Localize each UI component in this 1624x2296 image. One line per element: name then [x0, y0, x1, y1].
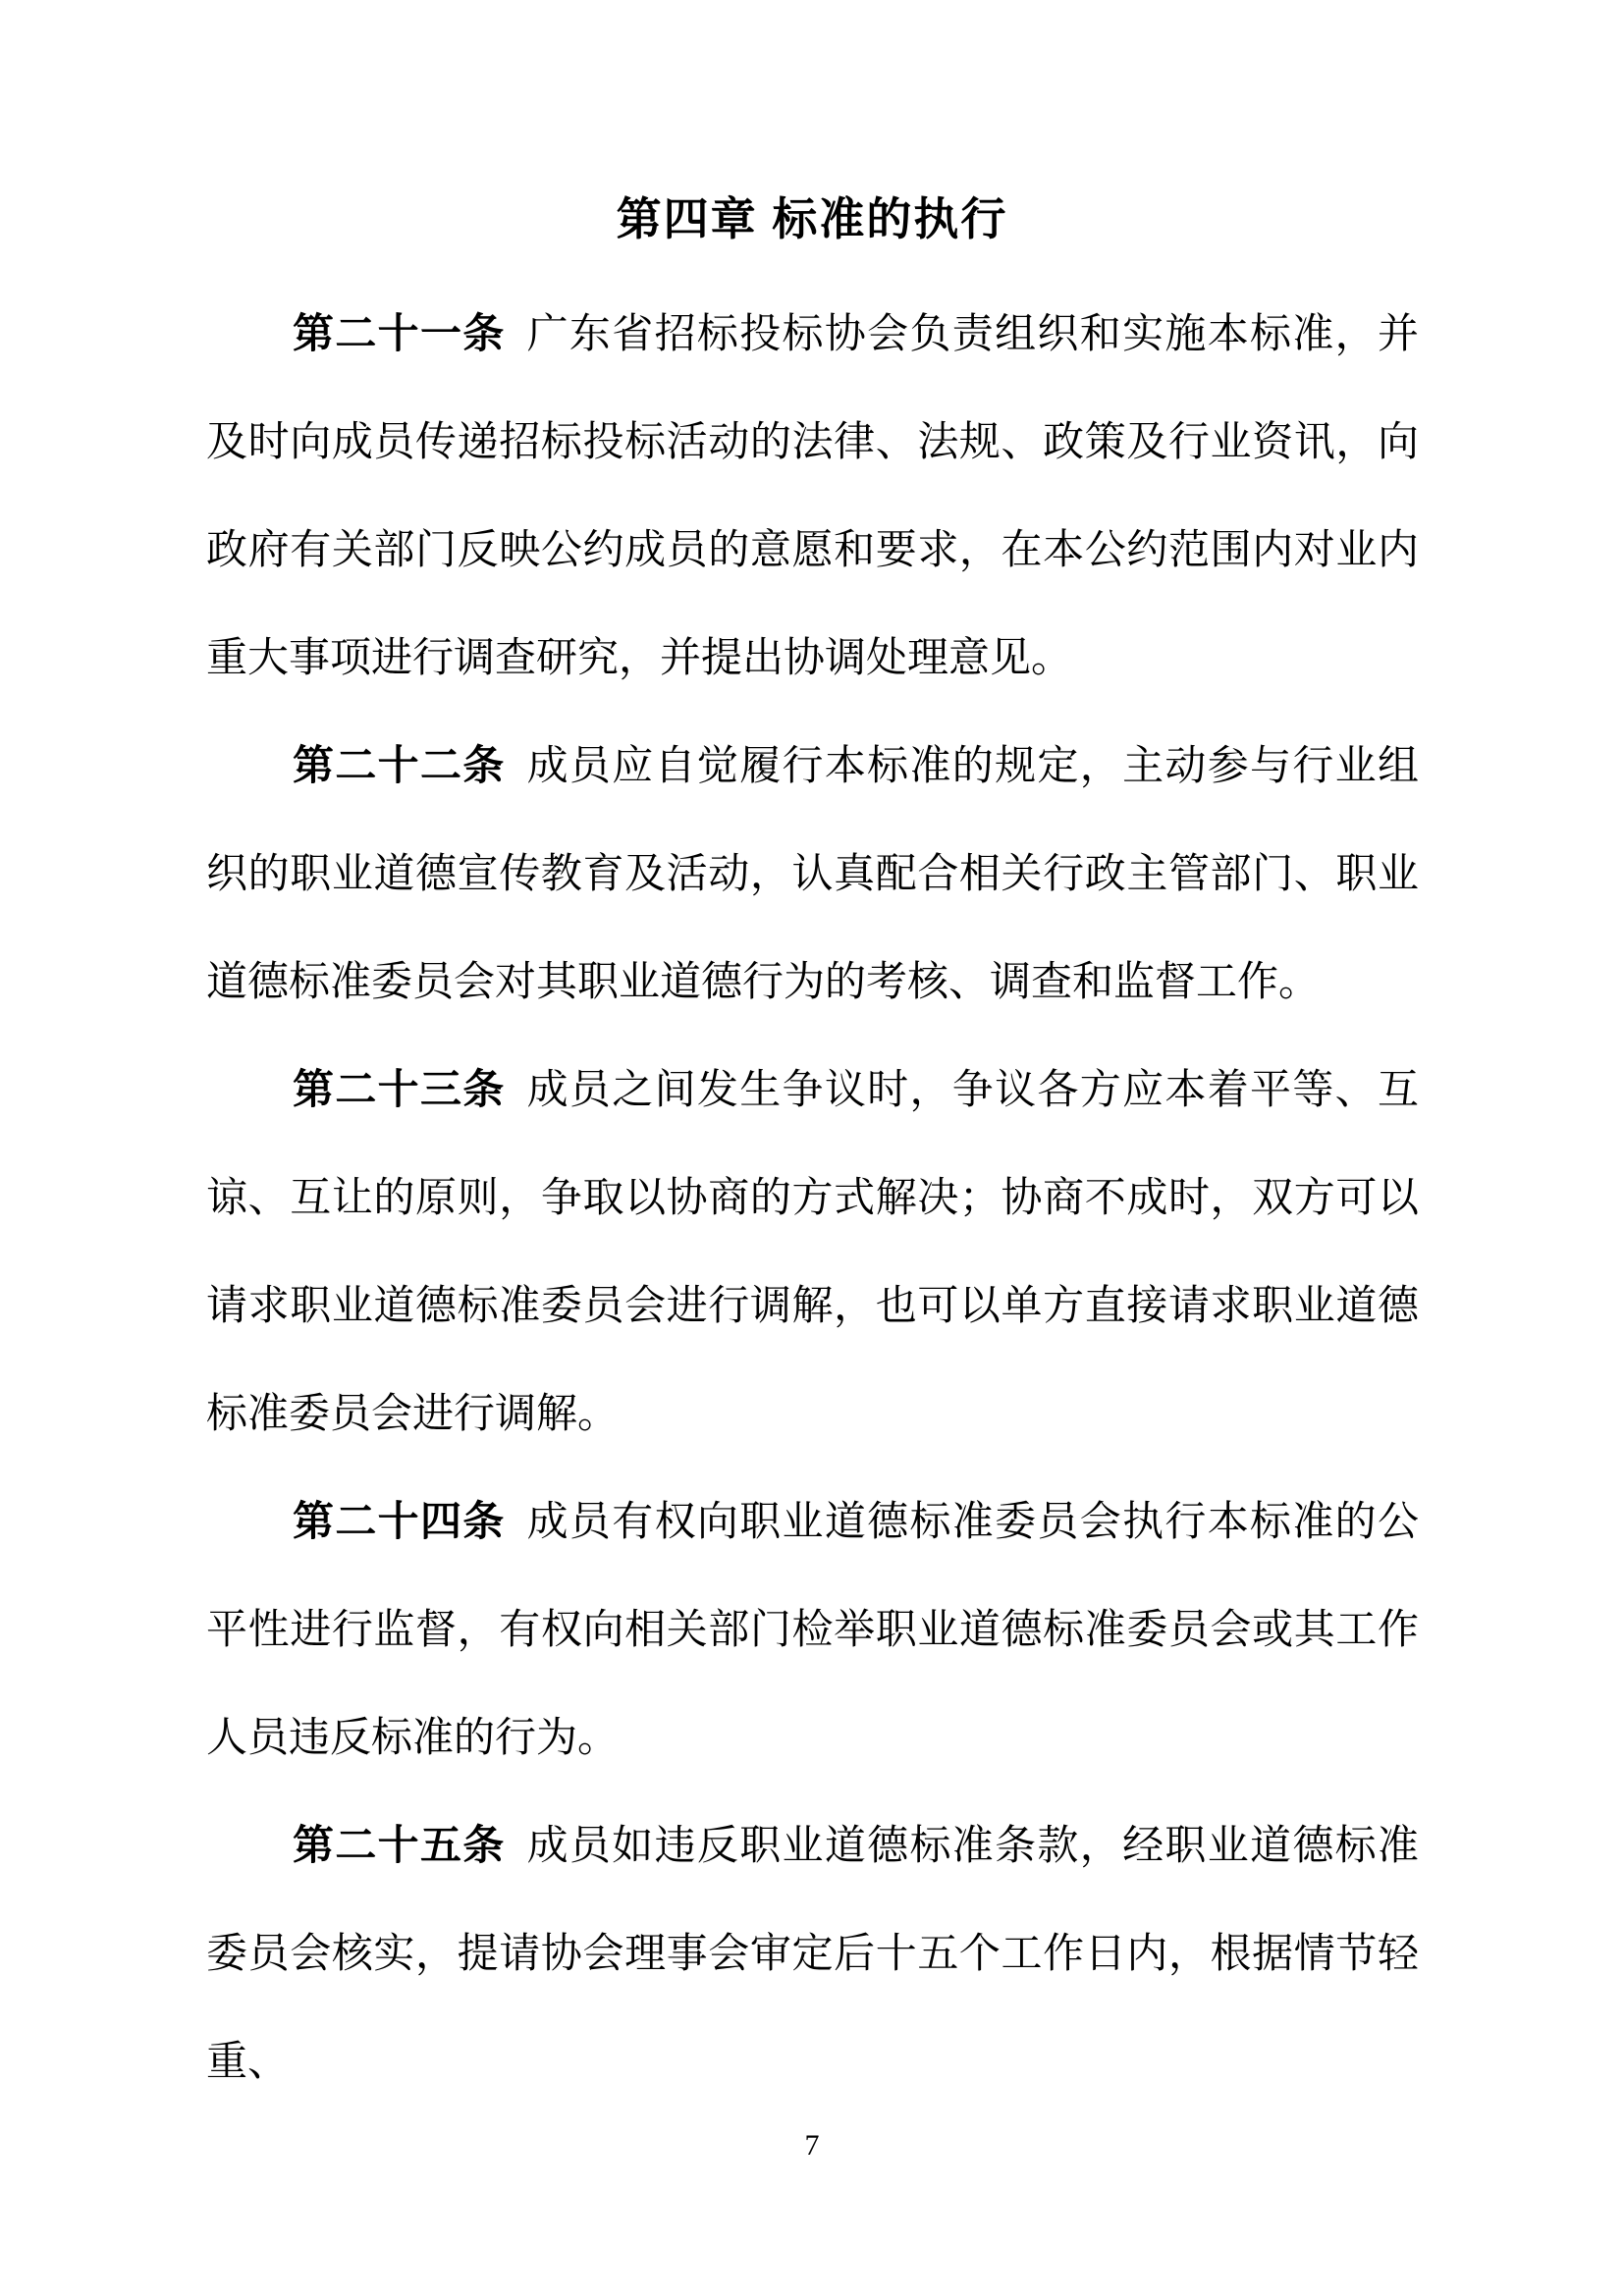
article-paragraph [206, 1791, 1419, 2115]
article-text: 成员如违反职业道德标准条款，经职业道德标准委员会核实，提请协会理事会审定后十五个工作日内，根据情节轻重、 [206, 1822, 1419, 2084]
article-paragraph [206, 1468, 1419, 1791]
article-text: 成员有权向职业道德标准委员会执行本标准的公平性进行监督，有权向相关部门检举职业道德标准委员会或其工作人员违反标准的行为。 [206, 1498, 1419, 1760]
article-paragraph [206, 712, 1419, 1036]
article-label: 第二十一条 [293, 310, 506, 356]
article-text: 广东省招标投标协会负责组织和实施本标准，并及时向成员传递招标投标活动的法律、法规、政策及行业资讯，向政府有关部门反映公约成员的意愿和要求，在本公约范围内对业内重大事项进行调查研究，并提出协调处理意见。 [206, 310, 1419, 680]
article-label: 第二十二条 [293, 742, 506, 788]
document-body [0, 280, 1624, 2115]
article-label: 第二十五条 [293, 1822, 506, 1868]
article-paragraph [206, 1036, 1419, 1468]
chapter-title: 第四章 标准的执行 [616, 193, 1008, 244]
page-number: 7 [804, 2129, 820, 2162]
article-label: 第二十三条 [293, 1066, 506, 1112]
article-text: 成员之间发生争议时，争议各方应本着平等、互谅、互让的原则，争取以协商的方式解决；协商不成时，双方可以请求职业道德标准委员会进行调解，也可以单方直接请求职业道德标准委员会进行调解。 [206, 1066, 1419, 1436]
article-text: 成员应自觉履行本标准的规定，主动参与行业组织的职业道德宣传教育及活动，认真配合相关行政主管部门、职业道德标准委员会对其职业道德行为的考核、调查和监督工作。 [206, 742, 1419, 1004]
article-label: 第二十四条 [293, 1498, 506, 1544]
article-paragraph [206, 280, 1419, 712]
